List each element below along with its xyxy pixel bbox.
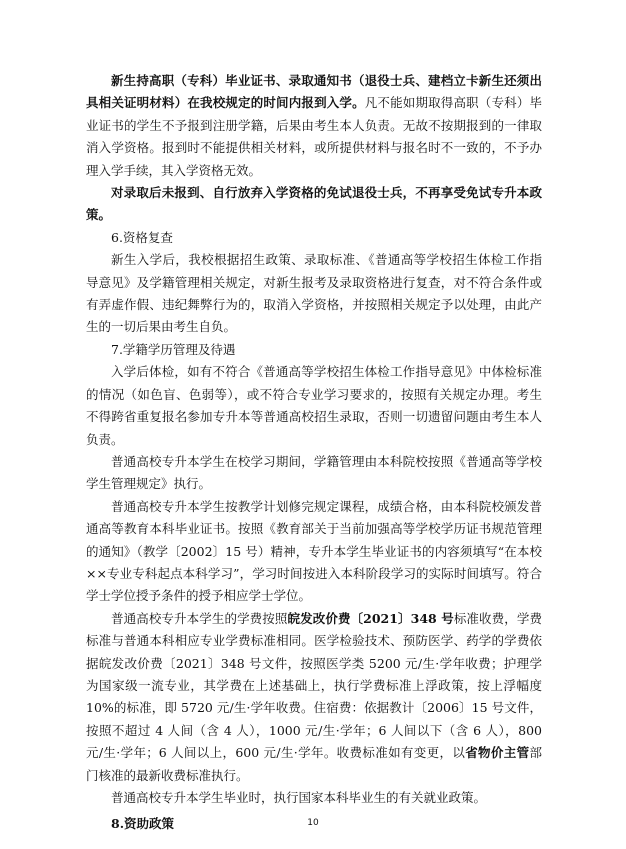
page-content xyxy=(86,70,542,836)
paragraph-status-rules: 普通高校专升本学生在校学习期间，学籍管理由本科院校按照《普通高等学校学生管理规定》执行。 xyxy=(86,453,542,492)
paragraph-enrollment xyxy=(86,70,542,182)
tuition-text-e: 部门核准的最新收费标准执行。 xyxy=(86,745,542,783)
tuition-text-a: 普通高校专升本学生的学费按照 xyxy=(111,610,288,626)
heading-qualification-review: 6.资格复查 xyxy=(111,229,173,245)
enrollment-rest-text: 凡不能如期取得高职（专科）毕业证书的学生不予报到注册学籍，后果由考生本人负责。无故不按期报到的一律取消入学资格。报到时不能提供相关材料，或所提供材料与报名时不一致的，不予办理入学手续，其入学资格无效。 xyxy=(86,95,542,178)
paragraph-health-check: 入学后体检，如有不符合《普通高等学校招生体检工作指导意见》中体检标准的情况（如色盲、色弱等），或不符合专业学习要求的，按照有关规定办理。考生不得跨省重复报名参加专升本等普通高校招生录取，否则一切遗留问题由考生本人负责。 xyxy=(86,364,542,447)
page-number: 10 xyxy=(307,818,319,828)
paragraph-veterans-policy: 对录取后未报到、自行放弃入学资格的免试退役士兵，不再享受免试专升本政策。 xyxy=(86,185,542,223)
paragraph-qualification-review: 新生入学后，我校根据招生政策、录取标准、《普通高等学校招生体检工作指导意见》及学籍管理相关规定，对新生报考及录取资格进行复查，对不符合条件或有弄虚作假、违纪舞弊行为的，取消入学资格，并按照相关规定予以处理，由此产生的一切后果由考生自负。 xyxy=(86,252,542,335)
enrollment-bold-text: 新生持高职（专科）毕业证书、录取通知书（退役士兵、建档立卡新生还须出具相关证明材料）在我校规定的时间内报到入学。 xyxy=(86,73,542,111)
tuition-authority: 省物价主管 xyxy=(465,745,530,761)
heading-status-management: 7.学籍学历管理及待遇 xyxy=(111,341,236,357)
paragraph-employment: 普通高校专升本学生毕业时，执行国家本科毕业生的有关就业政策。 xyxy=(111,790,487,805)
tuition-text-c: 标准收费，学费标准与普通本科相应专业学费标准相同。医学检验技术、预防医学、药学的学费依据皖发改价费〔2021〕348 号文件，按照医学类 5200 元/生·学年收费；护理学为国家级一流专业，其学费在上述基础上，执行学费标准上浮政策，按上浮幅度 10%的标准，即 5720 元/生·学年收费。住宿费：依据教计〔2006〕15 号文件，按照不超过 4 人间（含 4 人），1000 元/生·学年；6 人间以下（含 6 人），800 元/生·学年；6 人间以上，600 元/生·学年。收费标准如有变更，以 xyxy=(86,610,542,761)
heading-financial-aid: 8.资助政策 xyxy=(111,816,175,832)
paragraph-graduation: 普通高校专升本学生按教学计划修完规定课程，成绩合格，由本科院校颁发普通高等教育本科毕业证书。按照《教育部关于当前加强高等学校学历证书规范管理的通知》（教学〔2002〕15 号）精神，专升本学生毕业证书的内容须填写“在本校××专业专科起点本科学习”，学习时间按进入本科阶段学习的实际时间填写。符合学士学位授予条件的授予相应学士学位。 xyxy=(86,498,542,604)
paragraph-tuition xyxy=(86,608,542,787)
tuition-doc-ref: 皖发改价费〔2021〕348 号 xyxy=(287,610,454,626)
